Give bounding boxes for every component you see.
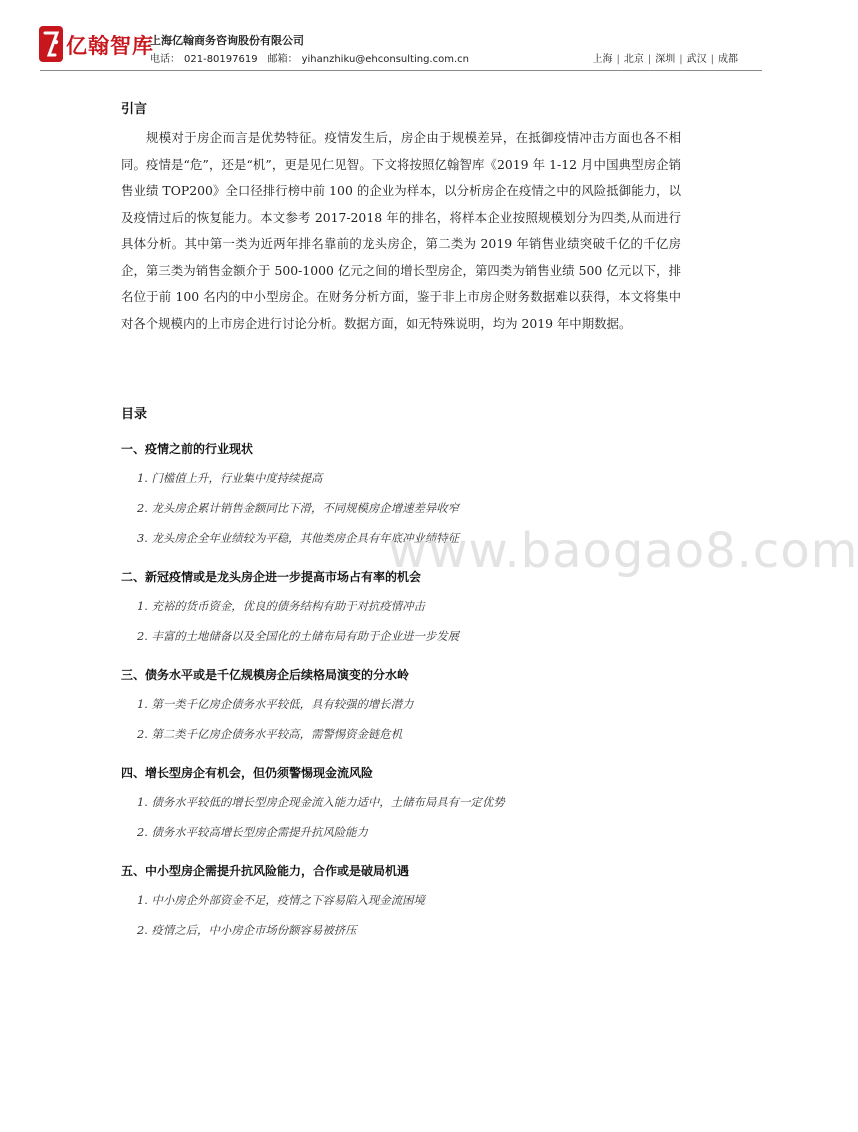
toc-sub-item[interactable]: 3. 龙头房企全年业绩较为平稳，其他类房企具有年底冲业绩特征 <box>137 531 460 545</box>
toc-sub-item[interactable]: 1. 第一类千亿房企债务水平较低，具有较强的增长潜力 <box>137 697 414 711</box>
toc-heading: 目录 <box>121 407 148 422</box>
toc-sub-item[interactable]: 2. 丰富的土地储备以及全国化的土储布局有助于企业进一步发展 <box>137 629 460 643</box>
toc-sub-item[interactable]: 2. 第二类千亿房企债务水平较高，需警惕资金链危机 <box>137 727 403 741</box>
yihan-logo-icon <box>38 24 64 64</box>
toc-chapter-3[interactable]: 三、债务水平或是千亿规模房企后续格局演变的分水岭 <box>121 668 410 682</box>
toc-sub-item[interactable]: 1. 中小房企外部资金不足，疫情之下容易陷入现金流困境 <box>137 893 425 907</box>
email-address: yihanzhiku@ehconsulting.com.cn <box>301 54 469 65</box>
watermark: www.baogao8.com <box>388 523 858 579</box>
table-of-contents <box>121 436 681 945</box>
header-divider <box>40 70 762 71</box>
logo-text: 亿翰智库 <box>66 34 154 58</box>
toc-chapter-2[interactable]: 二、新冠疫情或是龙头房企进一步提高市场占有率的机会 <box>121 570 422 584</box>
office-cities: 上海 | 北京 | 深圳 | 武汉 | 成都 <box>592 54 738 65</box>
phone-number: 021-80197619 <box>184 54 258 65</box>
toc-sub-item[interactable]: 2. 疫情之后，中小房企市场份额容易被挤压 <box>137 923 357 937</box>
toc-chapter-5[interactable]: 五、中小型房企需提升抗风险能力，合作或是破局机遇 <box>121 864 410 878</box>
phone-label: 电话： <box>150 54 180 65</box>
city: 武汉 <box>686 54 707 65</box>
toc-sub-item[interactable]: 1. 充裕的货币资金，优良的债务结构有助于对抗疫情冲击 <box>137 599 425 613</box>
email-label: 邮箱： <box>267 54 298 65</box>
toc-chapter-4[interactable]: 四、增长型房企有机会，但仍须警惕现金流风险 <box>121 766 374 780</box>
toc-sub-item[interactable]: 1. 债务水平较低的增长型房企现金流入能力适中，土储布局具有一定优势 <box>137 795 505 809</box>
intro-heading: 引言 <box>121 102 148 117</box>
city: 北京 <box>623 54 644 65</box>
contact-line <box>150 50 473 65</box>
company-name: 上海亿翰商务咨询股份有限公司 <box>150 34 304 47</box>
city: 成都 <box>718 54 738 65</box>
intro-paragraph: 规模对于房企而言是优势特征。疫情发生后，房企由于规模差异，在抵御疫情冲击方面也各不相同。疫情是“危”，还是“机”，更是见仁见智。下文将按照亿翰智库《2019 年 1-12 月中国典型房企销售业绩 TOP200》全口径排行榜中前 100 的企业为样本，以分析房企在疫情之中的风险抵御能力，以及疫情过后的恢复能力。本文参考 2017-2018 年的排名，将样本企业按照规模划分为四类,从而进行具体分析。其中第一类为近两年排名靠前的龙头房企，第二类为 2019 年销售业绩突破千亿的千亿房企，第三类为销售金额介于 500-1000 亿元之间的增长型房企，第四类为销售业绩 500 亿元以下，排名位于前 100 名内的中小型房企。在财务分析方面，鉴于非上市房企财务数据难以获得，本文将集中对各个规模内的上市房企进行讨论分析。数据方面，如无特殊说明，均为 2019 年中期数据。 <box>121 130 681 331</box>
toc-chapter-1[interactable]: 一、疫情之前的行业现状 <box>121 442 254 456</box>
page-header <box>0 0 800 80</box>
toc-sub-item[interactable]: 1. 门槛值上升，行业集中度持续提高 <box>137 471 323 485</box>
city: 深圳 <box>655 54 676 65</box>
toc-sub-item[interactable]: 2. 龙头房企累计销售金额同比下滑，不同规模房企增速差异收窄 <box>137 501 460 515</box>
toc-sub-item[interactable]: 2. 债务水平较高增长型房企需提升抗风险能力 <box>137 825 368 839</box>
city: 上海 <box>592 54 613 65</box>
